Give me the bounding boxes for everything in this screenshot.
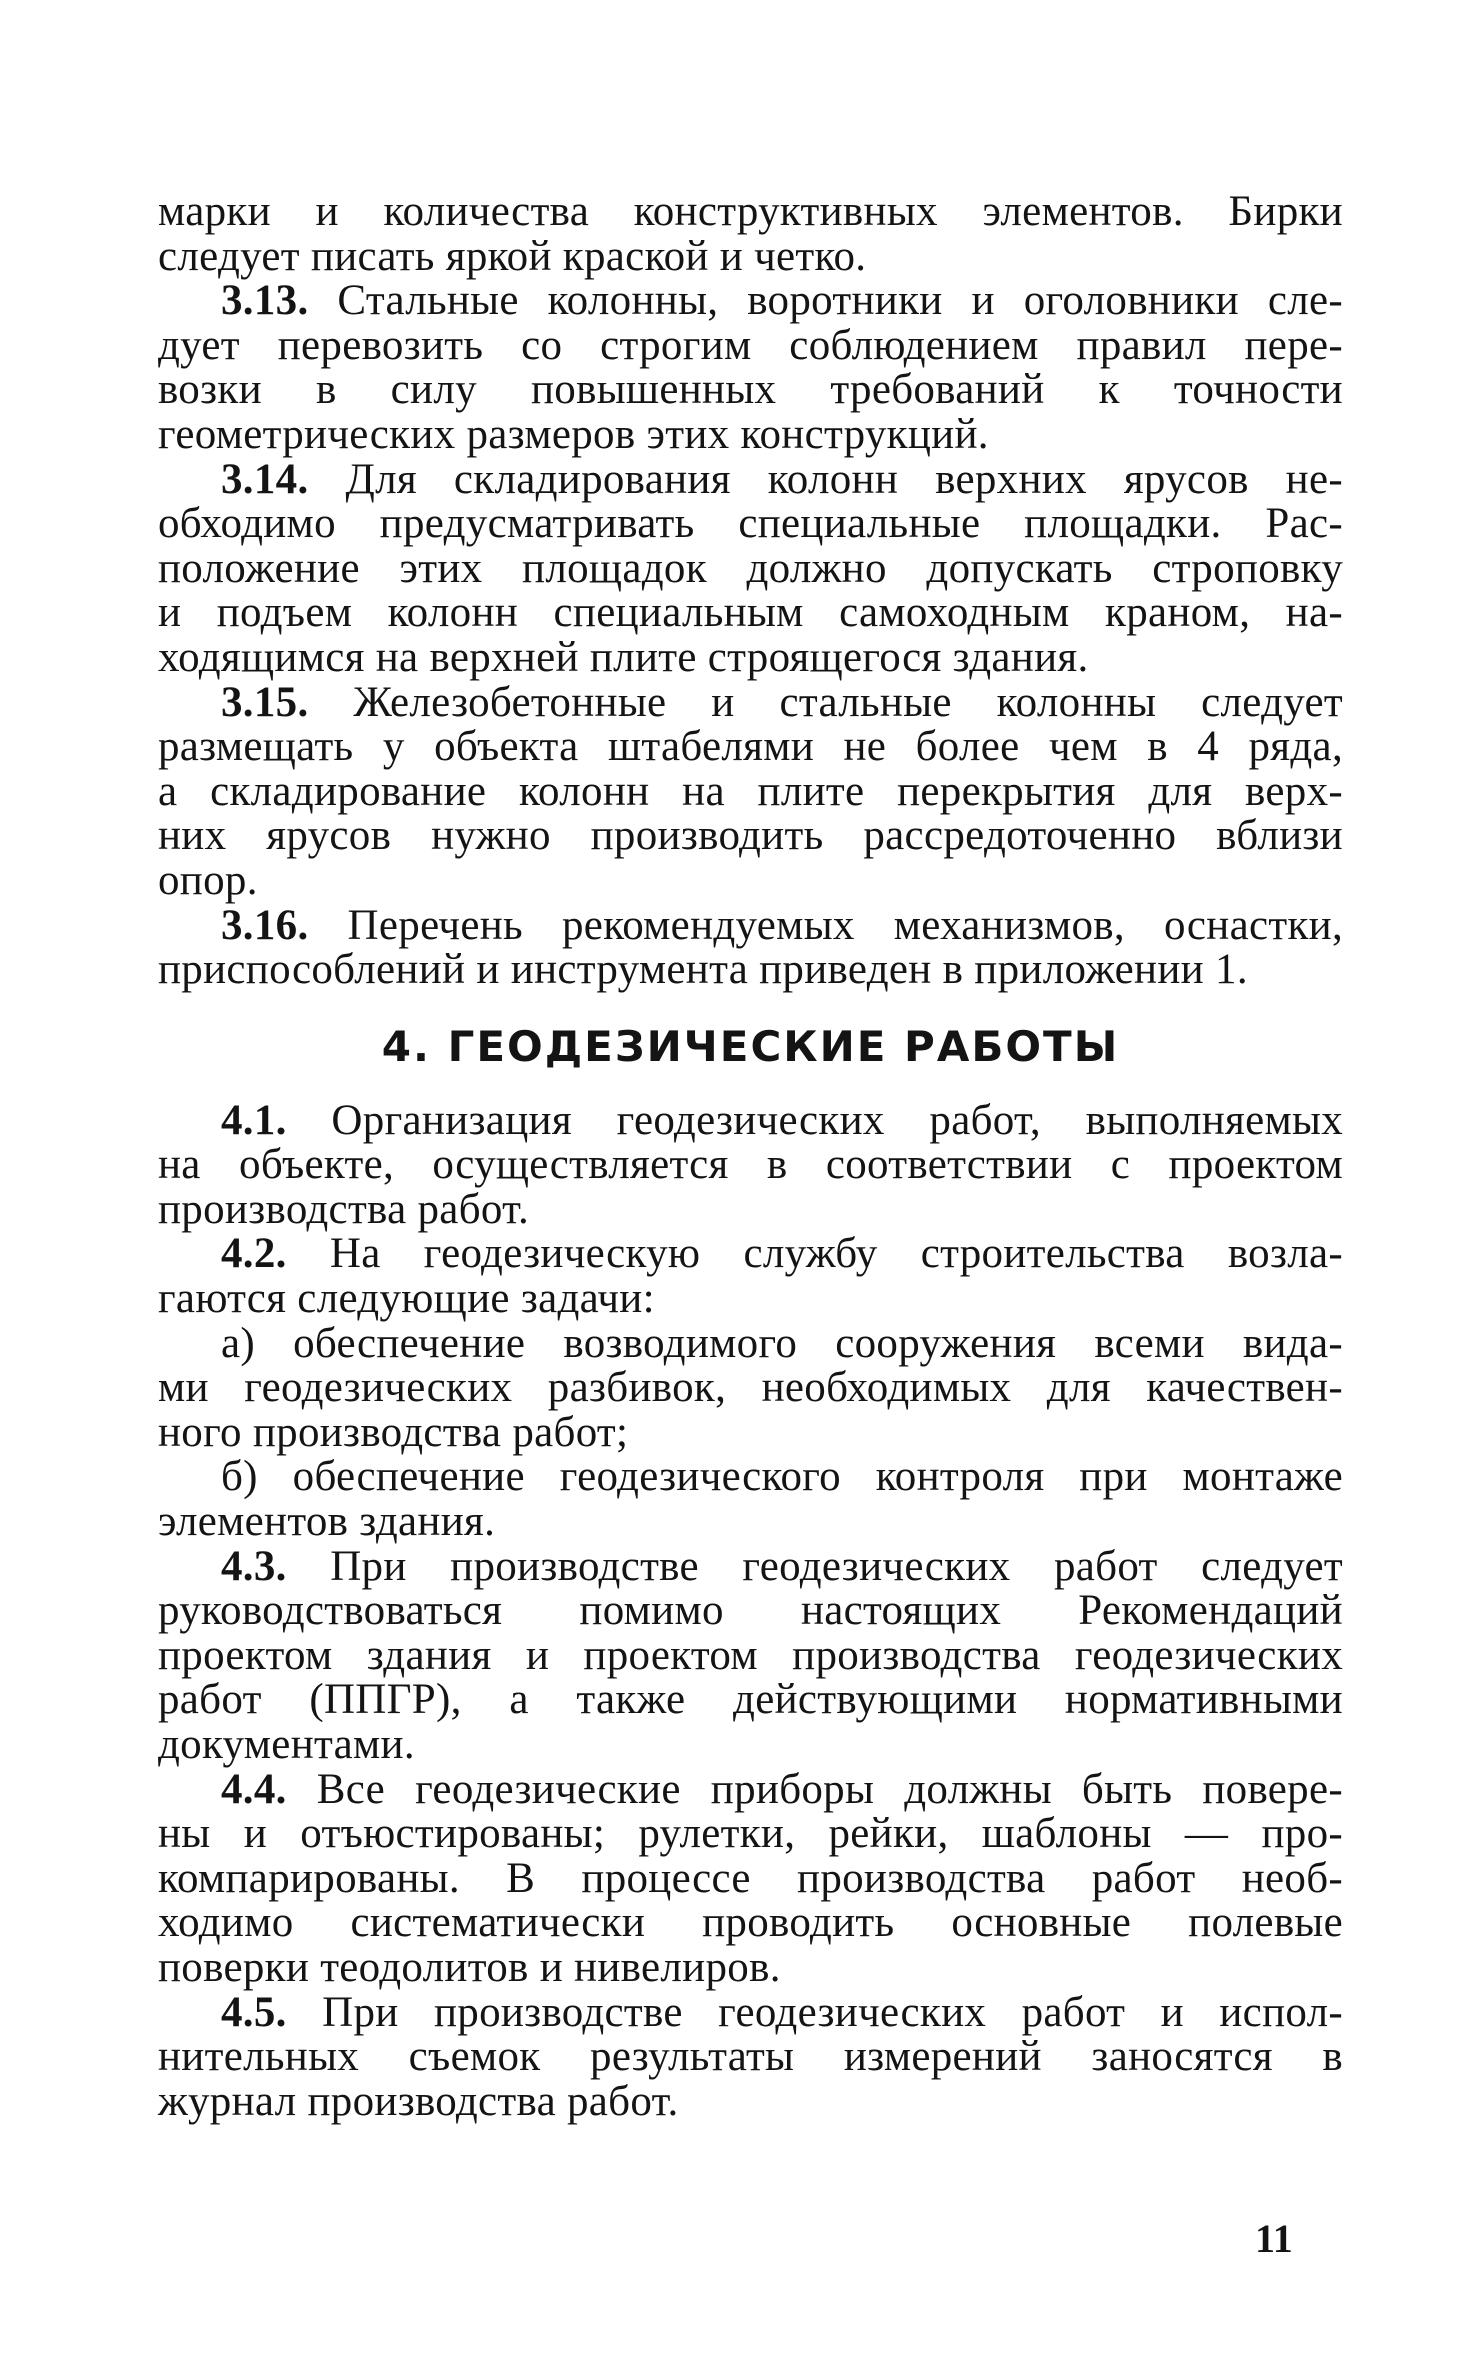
- paragraph: [158, 1542, 1343, 1768]
- text-line: [158, 948, 1343, 993]
- text-line: [158, 1366, 1343, 1411]
- paragraph: [158, 901, 1343, 994]
- text-line: [158, 2035, 1343, 2080]
- paragraph: [158, 190, 1343, 279]
- line-text: ходимо систематически проводить основные полевые: [158, 1899, 1343, 1947]
- clause-number: 4.1.: [221, 1096, 287, 1144]
- paragraph: [158, 678, 1343, 904]
- text-line: [158, 1589, 1343, 1634]
- text-line: [158, 544, 1343, 592]
- text-line: [158, 1765, 1343, 1813]
- paragraph: [158, 1096, 1343, 1233]
- text-line: [158, 633, 1343, 681]
- text-line: [158, 1319, 1343, 1367]
- line-text: ного производства работ;: [158, 1408, 629, 1456]
- text-line: [158, 1943, 1343, 1991]
- clause-number: 3.16.: [221, 901, 309, 949]
- paragraph: [158, 1455, 1343, 1544]
- line-text: гаются следующие задачи:: [158, 1275, 655, 1323]
- text-line: [158, 1408, 1343, 1456]
- line-text: на объекте, осуществляется в соответствии с проектом: [158, 1141, 1343, 1189]
- text-line: [158, 368, 1343, 413]
- text-line: [158, 190, 1343, 235]
- line-text: производства работ.: [158, 1185, 530, 1233]
- text-line: [158, 2077, 1343, 2125]
- line-text: ми геодезических разбивок, необходимых для качествен-: [158, 1364, 1343, 1412]
- text-line: [158, 321, 1343, 369]
- paragraph: [158, 1319, 1343, 1456]
- section-3-continued: [158, 190, 1343, 993]
- text-line: [158, 767, 1343, 815]
- document-page: [158, 190, 1343, 2124]
- text-line: [158, 1185, 1343, 1233]
- paragraph: [158, 1765, 1343, 1991]
- line-text: а) обеспечение возводимого сооружения всеми вида-: [221, 1319, 1343, 1367]
- line-text: журнал производства работ.: [158, 2077, 679, 2125]
- section-4-geodetic-works: [158, 1096, 1343, 2125]
- line-text: дует перевозить со строгим соблюдением правил пере-: [158, 321, 1343, 369]
- line-text: следует писать яркой краской и четко.: [158, 232, 867, 280]
- paragraph: [158, 279, 1343, 457]
- text-line: [158, 1901, 1343, 1946]
- line-text: положение этих площадок должно допускать строповку: [158, 544, 1343, 592]
- clause-number: 3.13.: [221, 277, 309, 325]
- text-line: [158, 1631, 1343, 1679]
- line-text: Все геодезические приборы должны быть повере-: [286, 1765, 1343, 1813]
- line-text: размещать у объекта штабелями не более чем в 4 ряда,: [158, 723, 1343, 771]
- paragraph: [158, 455, 1343, 681]
- text-line: [158, 1096, 1343, 1144]
- line-text: а складирование колонн на плите перекрытия для верх-: [158, 767, 1343, 815]
- line-text: элементов здания.: [158, 1498, 496, 1546]
- text-line: [158, 814, 1343, 859]
- line-text: Железобетонные и стальные колонны следует: [308, 678, 1343, 726]
- line-text: компарированы. В процессе производства работ необ-: [158, 1854, 1343, 1902]
- line-text: При производстве геодезических работ и испол-: [286, 1988, 1343, 2036]
- line-text: Перечень рекомендуемых механизмов, оснастки,: [308, 901, 1343, 949]
- line-text: и подъем колонн специальным самоходным краном, на-: [158, 589, 1343, 637]
- line-text: нительных съемок результаты измерений заносятся в: [158, 2033, 1343, 2081]
- text-line: [158, 1277, 1343, 1322]
- clause-number: 3.14.: [221, 455, 309, 503]
- line-text: руководствоваться помимо настоящих Рекомендаций: [158, 1587, 1343, 1635]
- text-line: [158, 856, 1343, 904]
- line-text: приспособлений и инструмента приведен в приложении 1.: [158, 946, 1248, 994]
- line-text: ходящимся на верхней плите строящегося здания.: [158, 633, 1089, 681]
- line-text: работ (ППГР), а также действующими нормативными: [158, 1676, 1343, 1724]
- line-text: Организация геодезических работ, выполняемых: [286, 1096, 1343, 1144]
- text-line: [158, 502, 1343, 547]
- text-line: [158, 591, 1343, 636]
- text-line: [158, 1678, 1343, 1723]
- text-line: [158, 1988, 1343, 2036]
- text-line: [158, 678, 1343, 726]
- line-text: них ярусов нужно производить рассредоточенно вблизи: [158, 812, 1343, 860]
- line-text: б) обеспечение геодезического контроля при монтаже: [221, 1453, 1343, 1501]
- clause-number: 4.4.: [221, 1765, 287, 1813]
- text-line: [158, 232, 1343, 280]
- line-text: поверки теодолитов и нивелиров.: [158, 1943, 781, 1991]
- paragraph: [158, 1988, 1343, 2125]
- line-text: документами.: [158, 1721, 415, 1768]
- text-line: [158, 1854, 1343, 1902]
- line-text: ны и отъюстированы; рулетки, рейки, шаблоны — про-: [158, 1810, 1343, 1858]
- line-text: геометрических размеров этих конструкций.: [158, 410, 989, 458]
- page-number: 11: [1255, 2216, 1293, 2261]
- line-text: проектом здания и проектом производства геодезических: [158, 1631, 1343, 1679]
- line-text: обходимо предусматривать специальные площадки. Рас-: [158, 500, 1343, 548]
- clause-number: 4.2.: [221, 1230, 287, 1278]
- text-line: [158, 1723, 1343, 1768]
- section-heading: 4. ГЕОДЕЗИЧЕСКИЕ РАБОТЫ: [381, 1021, 1120, 1071]
- line-text: На геодезическую службу строительства возла-: [286, 1230, 1343, 1278]
- text-line: [158, 901, 1343, 949]
- text-line: [158, 1232, 1343, 1277]
- text-line: [158, 279, 1343, 324]
- line-text: опор.: [158, 856, 258, 904]
- text-line: [158, 1455, 1343, 1500]
- text-line: [158, 1812, 1343, 1857]
- text-line: [158, 1143, 1343, 1188]
- clause-number: 3.15.: [221, 678, 309, 726]
- clause-number: 4.5.: [221, 1988, 287, 2036]
- paragraph: [158, 1232, 1343, 1321]
- text-line: [158, 410, 1343, 458]
- line-text: Стальные колонны, воротники и оголовники сле-: [308, 277, 1343, 325]
- text-line: [158, 455, 1343, 503]
- line-text: возки в силу повышенных требований к точности: [158, 366, 1343, 414]
- clause-number: 4.3.: [221, 1542, 287, 1590]
- text-line: [158, 725, 1343, 770]
- text-line: [158, 1542, 1343, 1590]
- line-text: Для складирования колонн верхних ярусов не-: [308, 455, 1343, 503]
- line-text: марки и количества конструктивных элементов. Бирки: [158, 188, 1343, 235]
- text-line: [158, 1500, 1343, 1545]
- line-text: При производстве геодезических работ следует: [286, 1542, 1343, 1590]
